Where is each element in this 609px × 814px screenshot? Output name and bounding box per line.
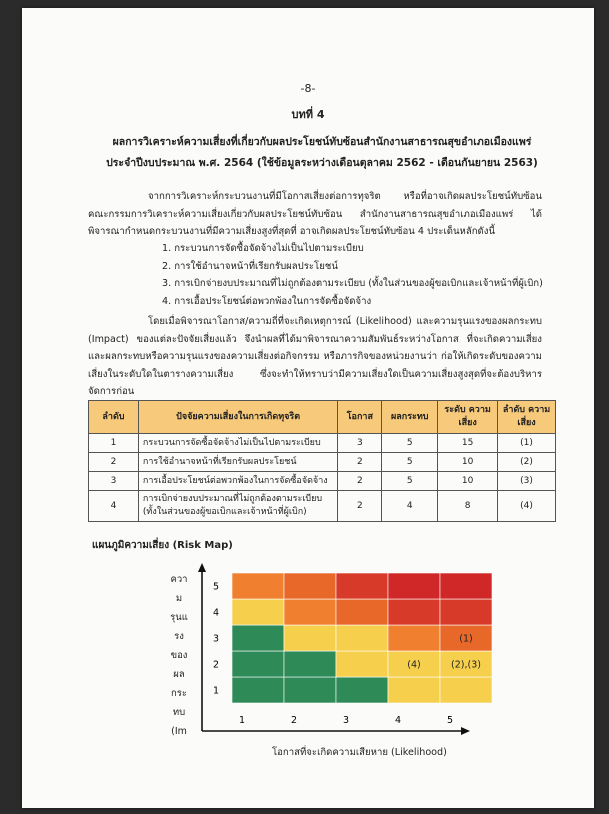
cell-no: 2	[89, 453, 139, 472]
cell-level: 8	[438, 491, 498, 522]
x-tick-label: 5	[446, 715, 454, 726]
risk-cell	[440, 573, 492, 599]
y-label-line: ม	[175, 593, 183, 604]
list-item: 1. กระบวนการจัดซื้อจัดจ้างไม่เป็นไปตามระเบียบ	[162, 243, 364, 254]
risk-cell-label: (2),(3)	[451, 659, 481, 671]
risk-cell	[284, 677, 336, 703]
y-tick-label: 4	[212, 607, 220, 619]
risk-cell	[336, 573, 388, 599]
risk-cell	[232, 599, 284, 625]
cell-rank: (3)	[498, 472, 556, 491]
x-axis-label: โอกาสที่จะเกิดความเสียหาย (Likelihood)	[272, 747, 447, 758]
cell-factor: การเอื้อประโยชน์ต่อพวกพ้องในการจัดซื้อจัดจ้าง	[138, 472, 337, 491]
y-label-line: กระ	[171, 688, 187, 699]
risk-cell	[388, 677, 440, 703]
risk-cell	[284, 599, 336, 625]
y-tick-label: 2	[212, 659, 220, 671]
cell-impact: 5	[382, 434, 438, 453]
cell-rank: (2)	[498, 453, 556, 472]
risk-issue-list	[162, 240, 543, 310]
intro-paragraph: จากการวิเคราะห์กระบวนงานที่มีโอกาสเสี่ยงต่อการทุจริต หรือที่อาจเกิดผลประโยชน์ทับซ้อนคณะกรรมการวิเคราะห์ความเสี่ยงเกี่ยวกับผลประโยชน์ทับซ้อน สำนักงานสาธารณสุขอำเภอเมืองแพร่ ได้พิจารณากำหนดกระบวนงานที่มีความเสี่ยงสูงที่สุดที่ อาจเกิดผลประโยชน์ทับซ้อน 4 ประเด็นหลักดังนี้	[88, 191, 542, 237]
y-tick-label: 1	[212, 685, 220, 697]
risk-cell	[440, 677, 492, 703]
cell-factor: การเบิกจ่ายงบประมาณที่ไม่ถูกต้องตามระเบียบ (ทั้งในส่วนของผู้ขอเบิกและเจ้าหน้าที่ผู้เบิก)	[138, 491, 337, 522]
cell-factor: การใช้อำนาจหน้าที่เรียกรับผลประโยชน์	[138, 453, 337, 472]
table-row	[89, 434, 556, 453]
y-label-line: รง	[174, 631, 184, 642]
list-item: 2. การใช้อำนาจหน้าที่เรียกรับผลประโยชน์	[162, 260, 338, 272]
document-page	[22, 8, 594, 808]
y-tick-label: 3	[212, 633, 220, 645]
y-axis-arrow-icon	[198, 563, 206, 572]
page-number: -8-	[300, 82, 316, 95]
risk-cell	[232, 651, 284, 677]
risk-cell	[232, 573, 284, 599]
x-tick-label: 2	[290, 715, 298, 726]
cell-likelihood: 2	[338, 453, 382, 472]
cell-factor: กระบวนการจัดซื้อจัดจ้างไม่เป็นไปตามระเบียบ	[138, 434, 337, 453]
chapter-heading: บทที่ 4	[291, 108, 325, 121]
list-item: 3. การเบิกจ่ายงบประมาณที่ไม่ถูกต้องตามระเบียบ (ทั้งในส่วนของผู้ขอเบิกและเจ้าหน้าที่ผู้เบิก)	[162, 278, 543, 289]
risk-cell	[336, 625, 388, 651]
cell-likelihood: 2	[338, 472, 382, 491]
col-header-likelihood: โอกาส	[338, 401, 382, 434]
cell-no: 3	[89, 472, 139, 491]
cell-level: 10	[438, 472, 498, 491]
col-header-impact: ผลกระทบ	[382, 401, 438, 434]
cell-likelihood: 2	[338, 491, 382, 522]
y-label-line: ทบ	[172, 707, 186, 718]
table-row	[89, 491, 556, 522]
title-line-1: ผลการวิเคราะห์ความเสี่ยงที่เกี่ยวกับผลประโยชน์ทับซ้อนสำนักงานสาธารณสุขอำเภอเมืองแพร่	[112, 136, 532, 148]
analysis-paragraph: โดยเมื่อพิจารณาโอกาส/ความถี่ที่จะเกิดเหตุการณ์ (Likelihood) และความรุนแรงของผลกระทบ (Impact) ของแต่ละปัจจัยเสี่ยงแล้ว จึงนำผลที่ได้มาพิจารณาความสัมพันธ์ระหว่างโอกาส ที่จะเกิดความเสี่ยง และผลกระทบหรือความรุนแรงของความเสี่ยงต่อกิจกรรม หรือภารกิจของหน่วยงานว่า ก่อให้เกิดระดับของความเสี่ยงในระดับใดในตารางความเสี่ยง ซึ่งจะทำให้ทราบว่ามีความเสี่ยงใดเป็นความเสี่ยงสูงสุดที่จะต้องบริหารจัดการก่อน	[88, 316, 542, 397]
risk-cell-label: (1)	[459, 633, 473, 645]
table-row	[89, 472, 556, 491]
x-tick-label: 4	[394, 715, 402, 726]
risk-map	[192, 563, 481, 743]
risk-cell	[336, 599, 388, 625]
table-header-row	[89, 401, 556, 434]
cell-no: 1	[89, 434, 139, 453]
y-label-line: ผล	[173, 669, 185, 680]
table-row	[89, 453, 556, 472]
x-tick-label: 3	[342, 715, 350, 726]
risk-map-heading: แผนภูมิความเสี่ยง (Risk Map)	[92, 540, 233, 551]
cell-impact: 5	[382, 472, 438, 491]
title-line-2: ประจำปีงบประมาณ พ.ศ. 2564 (ใช้ข้อมูลระหว่างเดือนตุลาคม 2562 - เดือนกันยายน 2563)	[106, 157, 538, 169]
report-title	[92, 132, 552, 174]
risk-cell	[284, 573, 336, 599]
risk-cell	[232, 677, 284, 703]
y-label-line: รุนแ	[170, 612, 188, 623]
risk-cell	[388, 625, 440, 651]
cell-likelihood: 3	[338, 434, 382, 453]
risk-map-cells	[232, 573, 492, 703]
cell-impact: 4	[382, 491, 438, 522]
cell-rank: (4)	[498, 491, 556, 522]
cell-level: 10	[438, 453, 498, 472]
risk-cell	[440, 599, 492, 625]
list-item: 4. การเอื้อประโยชน์ต่อพวกพ้องในการจัดซื้อจัดจ้าง	[162, 295, 372, 307]
y-label-line: (Im	[171, 726, 187, 737]
col-header-rank: ลำดับ ความเสี่ยง	[498, 401, 556, 434]
cell-level: 15	[438, 434, 498, 453]
col-header-level: ระดับ ความเสี่ยง	[438, 401, 498, 434]
y-tick-label: 5	[212, 581, 220, 593]
col-header-factor: ปัจจัยความเสี่ยงในการเกิดทุจริต	[138, 401, 337, 434]
risk-cell	[336, 651, 388, 677]
risk-table	[88, 400, 556, 522]
risk-cell	[284, 651, 336, 677]
y-label-line: ควา	[170, 574, 188, 585]
col-header-no: ลำดับ	[89, 401, 139, 434]
risk-cell	[336, 677, 388, 703]
x-tick-label: 1	[238, 715, 246, 726]
risk-cell	[232, 625, 284, 651]
y-label-line: ของ	[170, 650, 188, 661]
cell-rank: (1)	[498, 434, 556, 453]
risk-cell	[388, 599, 440, 625]
cell-impact: 5	[382, 453, 438, 472]
risk-cell	[284, 625, 336, 651]
risk-cell	[388, 573, 440, 599]
cell-no: 4	[89, 491, 139, 522]
x-axis-arrow-icon	[461, 727, 470, 735]
risk-cell-label: (4)	[407, 659, 421, 671]
